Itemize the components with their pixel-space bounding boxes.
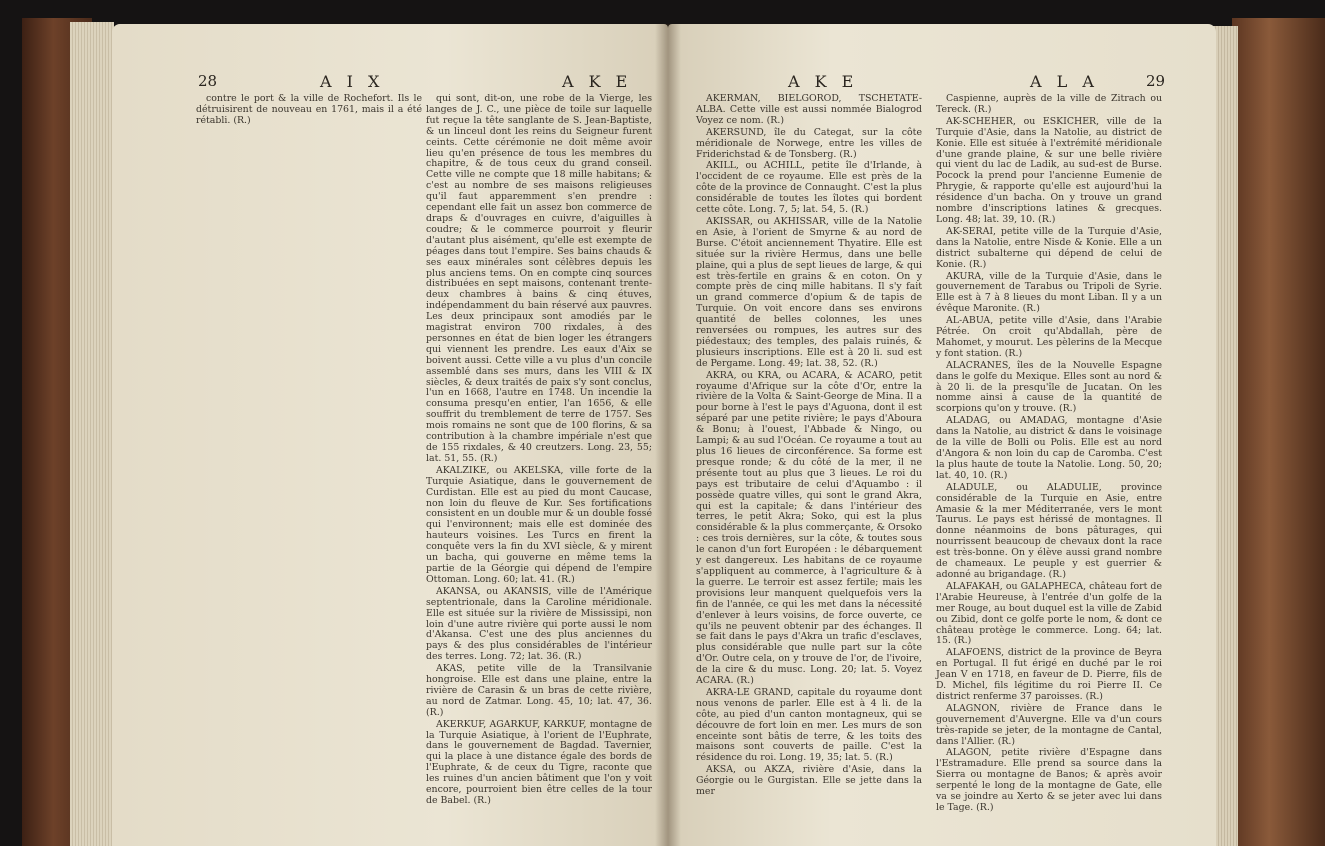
entry-paragraph: ALACRANES, îles de la Nouvelle Espagne dans le golfe du Mexique. Elles sont au nord & à 20 li. de la presqu'île de Jucatan. On les nomme ainsi à cause de la quantité de scorpions qu'on y trouve. (R.) — [936, 359, 1162, 415]
book-gutter — [655, 24, 681, 846]
entry-paragraph: ALAGNON, rivière de France dans le gouvernement d'Auvergne. Elle va d'un cours très-rapide se jeter, de la montagne de Cantal, dans l'Allier. (R.) — [936, 702, 1162, 747]
entry-paragraph: ALAGON, petite rivière d'Espagne dans l'Estramadure. Elle prend sa source dans la Sierra ou montagne de Banos; & après avoir serpenté le long de la montagne de Gate, elle va se joindre au Xerto & se jeter avec lui dans le Tage. (R.) — [936, 747, 1162, 813]
right-page — [668, 24, 1216, 846]
headword-right-col1: A K E — [788, 72, 859, 91]
left-column-1 — [196, 94, 422, 128]
entry-paragraph: AKALZIKE, ou AKELSKA, ville forte de la Turquie Asiatique, dans le gouvernement de Curdistan. Elle est au pied du mont Caucase, non loin du fleuve de Kur. Ses fortifications consistent en un double mur & un double fossé qui l'environnent; mais elle est dominée des hauteurs voisines. Les Turcs en firent la conquête vers la fin du XVI siècle, & y mirent un bacha, qui gouverne en même tems la partie de la Géorgie qui dépend de l'empire Ottoman. Long. 60; lat. 41. (R.) — [426, 464, 652, 585]
headword-left: A I X — [320, 72, 385, 91]
entry-paragraph: AKISSAR, ou AKHISSAR, ville de la Natolie en Asie, à l'orient de Smyrne & au nord de Burse. C'étoit anciennement Thyatire. Elle est située sur la rivière Hermus, dans une belle plaine, qui a plus de sept lieues de large, & qui est très-fertile en grains & en coton. On y compte près de cinq mille habitans. Il s'y fait un grand commerce d'opium & de tapis de Turquie. On voit encore dans ses environs quantité de belles colonnes, les unes renversées ou rompues, les autres sur des piédestaux; des temples, des palais ruinés, & plusieurs inscriptions. Elle est à 20 li. sud est de Pergame. Long. 49; lat. 38, 52. (R.) — [696, 215, 922, 369]
left-page — [112, 24, 668, 846]
entry-paragraph: AKILL, ou ACHILL, petite île d'Irlande, à l'occident de ce royaume. Elle est près de la côte de la province de Connaught. C'est la plus considérable de toutes les îlotes qui bordent cette côte. Long. 7, 5; lat. 54, 5. (R.) — [696, 160, 922, 216]
entry-paragraph: AKSA, ou AKZA, rivière d'Asie, dans la Géorgie ou le Gurgistan. Elle se jette dans la mer — [696, 764, 922, 798]
entry-paragraph: AKERKUF, AGARKUF, KARKUF, montagne de la Turquie Asiatique, à l'orient de l'Euphrate, dans le gouvernement de Bagdad. Tavernier, qui la place à une distance égale des bords de l'Euphrate, & de ceux du Tigre, raconte que les ruines d'un ancien bâtiment que l'on y voit encore, pourroient bien être celles de la tour de Babel. (R.) — [426, 718, 652, 806]
headword-left-col2: A K E — [562, 72, 633, 91]
right-column-2 — [936, 94, 1162, 815]
right-column-1 — [696, 94, 922, 799]
entry-paragraph: contre le port & la ville de Rochefort. Ils le détruisirent de nouveau en 1761, mais il a été rétabli. (R.) — [196, 93, 422, 126]
entry-paragraph: qui sont, dit-on, une robe de la Vierge, les langes de J. C., une pièce de toile sur laquelle fut reçue la tête sanglante de S. Jean-Baptiste, & un linceul dont les reins du Seigneur furent ceints. Cette cérémonie ne doit même avoir lieu qu'en présence de tous les membres du chapitre, & de tous ceux du grand conseil. Cette ville ne compte que 18 mille habitans; & c'est au nombre de ses maisons religieuses qu'il faut apparemment s'en prendre : cependant elle fait un assez bon commerce de draps & d'ouvrages en cuivre, d'aiguilles à coudre; & le commerce pourroit y fleurir d'autant plus aisément, qu'elle est exempte de péages dans tout l'empire. Ses bains chauds & ses eaux minérales sont célèbres depuis les plus anciens tems. On en compte cinq sources distribuées en sept maisons, contenant trente-deux chambres à bains & cinq étuves, indépendamment du bain réservé aux pauvres. Les deux principaux sont amodiés par le magistrat environ 700 rixdales, à des personnes en état de bien loger les étrangers qui viennent les prendre. Les eaux d'Aix se boivent aussi. Cette ville a vu plus d'un concile assemblé dans ses murs, dans les VIII & IX siècles, & deux traités de paix s'y sont conclus, l'un en 1668, l'autre en 1748. Un incendie la consuma presqu'en entier, l'an 1656, & elle souffrit du tremblement de terre de 1757. Ses mois romains ne sont que de 100 florins, & sa contribution à la chambre impériale n'est que de 155 rixdales, & 40 creutzers. Long. 23, 55; lat. 51, 55. (R.) — [426, 93, 652, 464]
page-number-left: 28 — [198, 72, 218, 90]
entry-paragraph: AKANSA, ou AKANSIS, ville de l'Amérique septentrionale, dans la Caroline méridionale. Elle est située sur la rivière de Mississipi, non loin d'une autre rivière qui porte aussi le nom d'Akansa. C'est une des plus anciennes du pays & des plus considérables de l'intérieur des terres. Long. 72; lat. 36. (R.) — [426, 585, 652, 663]
entry-paragraph: AKRA, ou KRA, ou ACARA, & ACARO, petit royaume d'Afrique sur la côte d'Or, entre la rivière de la Volta & Saint-George de Mina. Il a pour borne à l'est le pays d'Aguona, dont il est séparé par une petite rivière; le pays d'Aboura & Bonu; à l'ouest, l'Abbade & Ningo, ou Lampi; & au sud l'Océan. Ce royaume a tout au plus 16 lieues de circonférence. Sa forme est presque ronde; & du côté de la mer, il ne présente tout au plus que 3 lieues. Le roi du pays est tributaire de celui d'Aquambo : il possède quatre villes, qui sont le grand Akra, qui est la capitale; & dans l'intérieur des terres, le petit Akra; Soko, qui est la plus considérable & la plus commerçante, & Orsoko : ces trois dernières, sur la côte, & toutes sous le canon d'un fort Européen : le débarquement y est dangereux. Les habitans de ce royaume s'appliquent au commerce, à l'agriculture & à la guerre. Le terroir est assez fertile; mais les provisions leur manquent quelquefois vers la fin de l'année, ce qui les met dans la nécessité d'enlever à leurs voisins, de force ouverte, ce qu'ils ne peuvent obtenir par des échanges. Il se fait dans le pays d'Akra un trafic d'esclaves, plus considérable que nulle part sur la côte d'Or. Outre cela, on y trouve de l'or, de l'ivoire, de la cire & du musc. Long. 20; lat. 5. Voyez ACARA. (R.) — [696, 369, 922, 687]
entry-paragraph: AK-SERAI, petite ville de la Turquie d'Asie, dans la Natolie, entre Nisde & Konie. Elle a un district subalterne qui dépend de celui de Konie. (R.) — [936, 225, 1162, 270]
entry-paragraph: AK-SCHEHER, ou ESKICHER, ville de la Turquie d'Asie, dans la Natolie, au district de Konie. Elle est située à l'extrémité méridionale d'une grande plaine, & sur une belle rivière qui vient du lac de Ladik, au sud-est de Burse. Pocock la prend pour l'ancienne Eumenie de Phrygie, & rapporte qu'elle est aujourd'hui la résidence d'un bacha. On y trouve un grand nombre d'inscriptions latines & grecques. Long. 48; lat. 39, 10. (R.) — [936, 115, 1162, 225]
left-running-head — [112, 72, 668, 92]
entry-paragraph: ALAFOENS, district de la province de Beyra en Portugal. Il fut érigé en duché par le roi Jean V en 1718, en faveur de D. Pierre, fils de D. Michel, fils légitime du roi Pierre II. Ce district renferme 37 paroisses. (R.) — [936, 647, 1162, 702]
entry-paragraph: ALAFAKAH, ou GALAPHECA, château fort de l'Arabie Heureuse, à l'entrée d'un golfe de la mer Rouge, au bout duquel est la ville de Zabid ou Zibid, dont ce golfe porte le nom, & dont ce château protège le commerce. Long. 64; lat. 15. (R.) — [936, 580, 1162, 647]
page-edges-left — [70, 22, 114, 846]
headword-right: A L A — [1030, 72, 1099, 91]
entry-paragraph: ALADAG, ou AMADAG, montagne d'Asie dans la Natolie, au district & dans le voisinage de la ville de Bolli ou Polis. Elle est au nord d'Angora & non loin du cap de Caromba. C'est la plus haute de toute la Natolie. Long. 50, 20; lat. 40, 10. (R.) — [936, 415, 1162, 481]
entry-paragraph: AKERMAN, BIELGOROD, TSCHETATE-ALBA. Cette ville est aussi nommée Bialogrod Voyez ce nom. (R.) — [696, 93, 922, 126]
entry-paragraph: AKURA, ville de la Turquie d'Asie, dans le gouvernement de Tarabus ou Tripoli de Syrie. Elle est à 7 à 8 lieues du mont Liban. Il y a un évêque Maronite. (R.) — [936, 270, 1162, 315]
left-column-2 — [426, 94, 652, 808]
entry-paragraph: Caspienne, auprès de la ville de Zitrach ou Tereck. (R.) — [936, 93, 1162, 115]
entry-paragraph: AL-ABUA, petite ville d'Asie, dans l'Arabie Pétrée. On croit qu'Abdallah, père de Mahomet, y mourut. Les pèlerins de la Mecque y font station. (R.) — [936, 315, 1162, 359]
entry-paragraph: AKERSUND, île du Categat, sur la côte méridionale de Norwege, entre les villes de Friderichstad & de Tonsberg. (R.) — [696, 126, 922, 160]
page-number-right: 29 — [1146, 72, 1166, 90]
entry-paragraph: AKRA-LE GRAND, capitale du royaume dont nous venons de parler. Elle est à 4 li. de la côte, au pied d'un canton montagneux, qui se découvre de fort loin en mer. Les murs de son enceinte sont bâtis de terre, & les toits des maisons sont couverts de paille. C'est la résidence du roi. Long. 19, 35; lat. 5. (R.) — [696, 686, 922, 764]
book-cover-right — [1232, 18, 1325, 846]
entry-paragraph: ALADULE, ou ALADULIE, province considérable de la Turquie en Asie, entre Amasie & la mer Méditerranée, vers le mont Taurus. Le pays est hérissé de montagnes. Il donne néanmoins de bons pâturages, qui nourrissent beaucoup de chevaux dont la race est très-bonne. On y élève aussi grand nombre de chameaux. Le peuple y est guerrier & adonné au brigandage. (R.) — [936, 481, 1162, 580]
right-running-head — [668, 72, 1216, 92]
entry-paragraph: AKAS, petite ville de la Transilvanie hongroise. Elle est dans une plaine, entre la rivière de Carasin & un bras de cette rivière, au nord de Zatmar. Long. 45, 10; lat. 47, 36. (R.) — [426, 663, 652, 718]
